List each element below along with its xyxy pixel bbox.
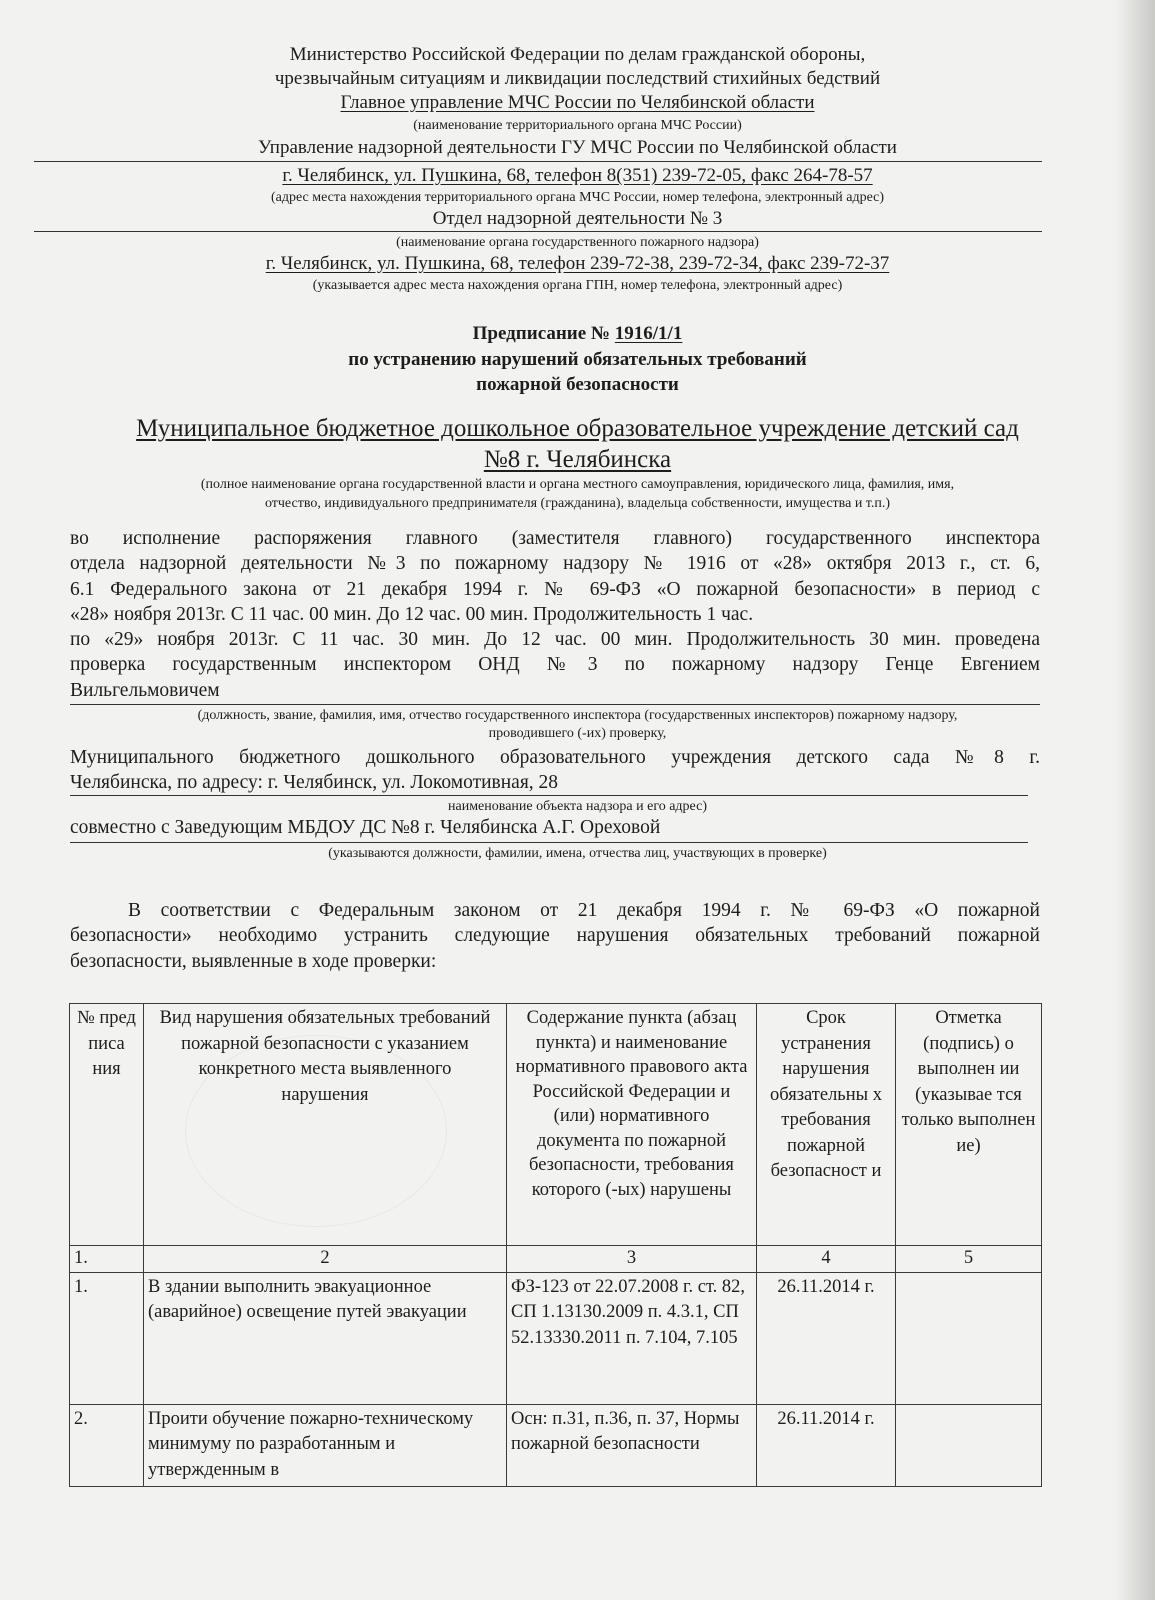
object-paragraph — [70, 745, 1040, 796]
title-line-2: по устранению нарушений обязательных требований — [348, 349, 807, 370]
body-line: «28» ноября 2013г. С 11 час. 00 мин. До 12 час. 00 мин. Продолжительность 1 час. — [70, 603, 754, 625]
organization-line-2: №8 г. Челябинска — [483, 446, 672, 473]
document-title — [0, 321, 1155, 346]
row-mark — [896, 1272, 1042, 1404]
organization-caption-2: отчество, индивидуального предпринимателя (гражданина), владельца собственности, имущества и т.п.) — [264, 496, 891, 511]
ministry-line-1: Министерство Российской Федерации по делам гражданской обороны, — [289, 44, 866, 65]
jointly-line: совместно с Заведующим МБДОУ ДС №8 г. Челябинска А.Г. Ореховой — [70, 817, 661, 838]
organization-line-1: Муниципальное бюджетное дошкольное образовательное учреждение детский сад — [136, 415, 1019, 442]
header-cell-number: № пред писа ния — [70, 1004, 144, 1246]
inspector-caption-1: (должность, звание, фамилия, имя, отчество государственного инспектора (государственных инспекторов) пожарному надзору, — [197, 708, 958, 723]
object-underline — [70, 795, 1028, 796]
row-reference: ФЗ-123 от 22.07.2008 г. ст. 82, СП 1.13130.2009 п. 4.3.1, СП 52.13330.2011 п. 7.104, 7.105 — [507, 1272, 757, 1404]
jointly-paragraph — [70, 815, 1040, 840]
main-directorate-caption: (наименование территориального органа МЧС России) — [413, 118, 742, 133]
violations-table — [69, 1003, 1042, 1487]
table-row — [70, 1404, 1042, 1486]
title-prefix: Предписание № — [472, 323, 615, 344]
department-name: Отдел надзорной деятельности № 3 — [432, 208, 723, 229]
inspector-caption-2: проводившего (-их) проверку, — [488, 726, 667, 741]
order-number: 1916/1/1 — [614, 323, 683, 344]
row-violation: Проити обучение пожарно-техническому минимуму по разработанным и утвержденным в — [144, 1404, 507, 1486]
department-address-caption: (указывается адрес места нахождения органа ГПН, номер телефона, электронный адрес) — [312, 278, 843, 293]
intro-line: безопасности» необходимо устранить следующие нарушения обязательных требований пожарной — [70, 925, 1040, 947]
department-caption: (наименование органа государственного пожарного надзора) — [396, 235, 759, 250]
header-cell-violation: Вид нарушения обязательных требований пожарной безопасности с указанием конкретного места выявленного нарушения — [144, 1004, 507, 1246]
row-mark — [896, 1404, 1042, 1486]
inspector-name: Вильгельмовичем — [70, 679, 220, 701]
row-violation: В здании выполнить эвакуационное (аварийное) освещение путей эвакуации — [144, 1272, 507, 1404]
ministry-line-2: чрезвычайным ситуациям и ликвидации последствий стихийных бедствий — [274, 68, 881, 89]
column-number: 4 — [757, 1246, 896, 1273]
header-rule-2 — [34, 231, 1042, 232]
organization-caption-1: (полное наименование органа государственной власти и органа местного самоуправления, юридического лица, фамилия, имя, — [200, 477, 955, 492]
header-cell-mark: Отметка (подпись) о выполнен ии (указывае тся только выполнен ие) — [896, 1004, 1042, 1246]
table-column-numbers-row — [70, 1246, 1042, 1273]
row-number: 2. — [70, 1404, 144, 1486]
column-number: 2 — [144, 1246, 507, 1273]
column-number: 1. — [70, 1246, 144, 1273]
column-number: 3 — [507, 1246, 757, 1273]
directorate-address-caption: (адрес места нахождения территориального органа МЧС России, номер телефона, электронный адрес) — [270, 190, 885, 205]
body-line: проверка государственным инспектором ОНД №3 по пожарному надзору Генце Евгением — [70, 654, 1040, 676]
directorate-address: г. Челябинск, ул. Пушкина, 68, телефон 8(351) 239-72-05, факс 264-78-57 — [282, 165, 873, 186]
row-deadline: 26.11.2014 г. — [757, 1272, 896, 1404]
inspection-paragraph — [70, 526, 1040, 703]
header-cell-deadline: Срок устранения нарушения обязательны х требования пожарной безопасност и — [757, 1004, 896, 1246]
object-line-2: Челябинска, по адресу: г. Челябинск, ул. Локомотивная, 28 — [70, 772, 559, 794]
intro-line: безопасности, выявленные в ходе проверки: — [70, 950, 437, 972]
header-rule-1 — [34, 161, 1042, 162]
body-line: по «29» ноября 2013г. С 11 час. 30 мин. До 12 час. 00 мин. Продолжительность 30 мин. проведена — [70, 629, 1040, 651]
inspector-underline — [70, 704, 1040, 705]
body-line: 6.1 Федерального закона от 21 декабря 1994 г. № 69-ФЗ «О пожарной безопасности» в период с — [70, 578, 1040, 600]
body-line: во исполнение распоряжения главного (заместителя главного) государственного инспектора — [70, 528, 1040, 549]
header-cell-reference: Содержание пункта (абзац пункта) и наименование нормативного правового акта Российской Федерации и (или) нормативного документа по пожарной безопасности, требования которого (-ых) нарушены — [507, 1004, 757, 1246]
table-row — [70, 1272, 1042, 1404]
row-number: 1. — [70, 1272, 144, 1404]
title-line-3: пожарной безопасности — [476, 374, 679, 395]
body-line: отдела надзорной деятельности №3 по пожарному надзору № 1916 от «28» октября 2013 г., ст. 6, — [70, 553, 1040, 575]
object-line-1: Муниципального бюджетного дошкольного образовательного учреждения детского сада №8 г. — [70, 747, 1040, 768]
jointly-underline — [70, 842, 1028, 843]
table-header-row — [70, 1004, 1042, 1246]
intro-paragraph — [70, 898, 1040, 974]
supervision-directorate: Управление надзорной деятельности ГУ МЧС России по Челябинской области — [258, 137, 897, 158]
department-address: г. Челябинск, ул. Пушкина, 68, телефон 239-72-38, 239-72-34, факс 239-72-37 — [265, 253, 890, 274]
row-deadline: 26.11.2014 г. — [757, 1404, 896, 1486]
object-caption: наименование объекта надзора и его адрес) — [448, 799, 707, 814]
intro-line: В соответствии с Федеральным законом от 21 декабря 1994 г. № 69-ФЗ «О пожарной — [128, 900, 1040, 921]
jointly-caption: (указываются должности, фамилии, имена, отчества лиц, участвующих в проверке) — [328, 846, 827, 861]
column-number: 5 — [896, 1246, 1042, 1273]
row-reference: Осн: п.31, п.36, п. 37, Нормы пожарной безопасности — [507, 1404, 757, 1486]
main-directorate: Главное управление МЧС России по Челябинской области — [340, 92, 815, 113]
